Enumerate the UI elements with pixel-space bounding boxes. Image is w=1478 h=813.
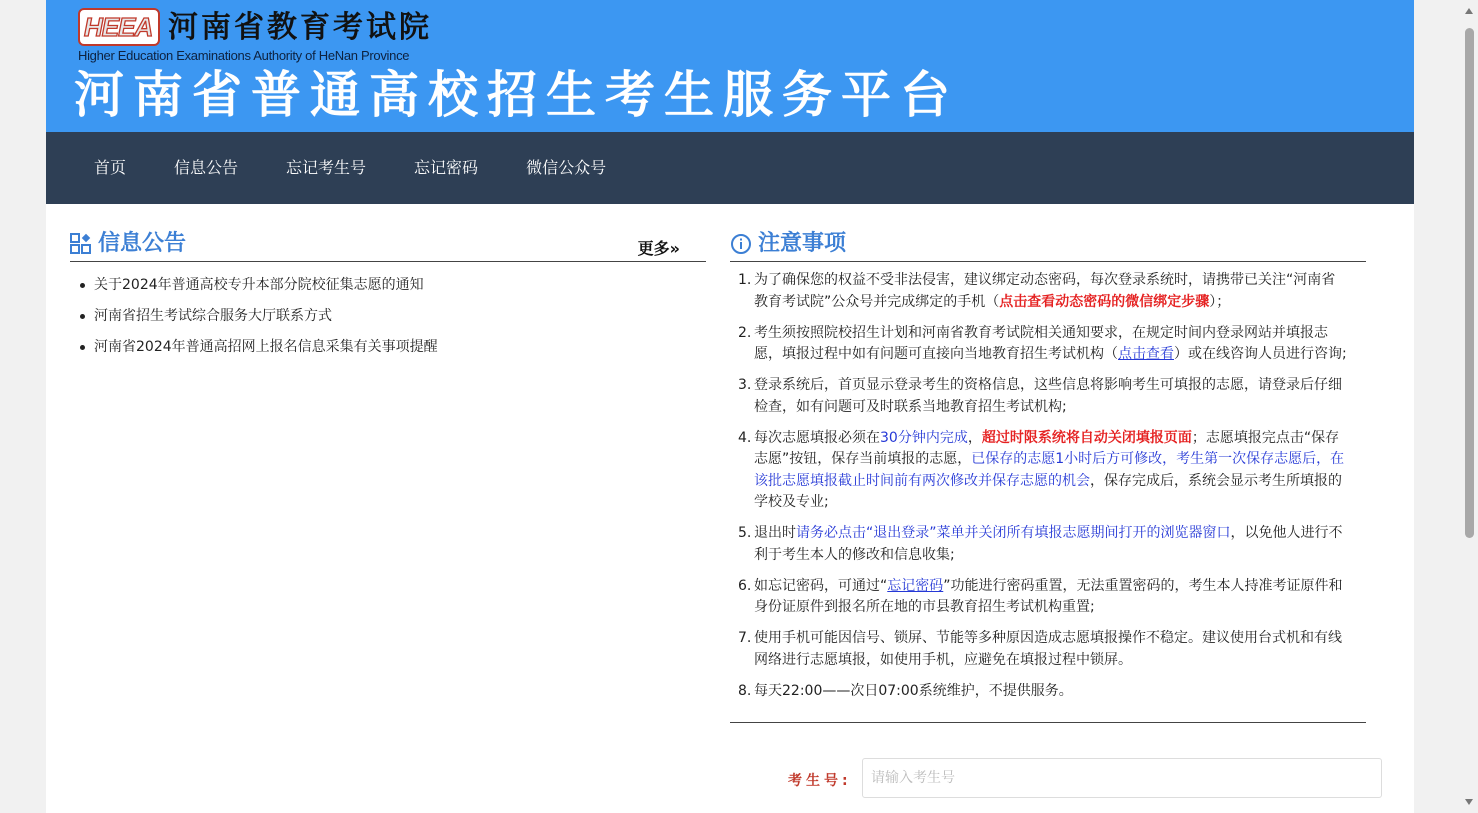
notice-header: [70, 228, 706, 262]
info-icon: [730, 233, 752, 255]
org-name-cn: 河南省教育考试院: [168, 10, 432, 45]
rule-text: ）；: [1209, 293, 1231, 310]
rule-warning: 超过时限系统将自动关闭填报页面: [981, 429, 1192, 446]
forgot-password-link[interactable]: 忘记密码: [887, 577, 944, 594]
rule-number: 6.: [738, 577, 752, 594]
scroll-thumb[interactable]: [1465, 28, 1474, 538]
main-nav: [46, 132, 1414, 204]
rule-text: 使用手机可能因信号、锁屏、节能等多种原因造成志愿填报操作不稳定。建议使用台式机和有线网络进行志愿填报，如使用手机，应避免在填报过程中锁屏。: [754, 630, 1342, 668]
wechat-binding-steps-link[interactable]: 点击查看动态密码的微信绑定步骤: [999, 293, 1210, 310]
rule-text: 登录系统后，首页显示登录考生的资格信息，这些信息将影响考生可填报的志愿，请登录后仔细检查，如有问题可及时联系当地教育招生考试机构;: [754, 377, 1342, 415]
nav-item-notices[interactable]: 信息公告: [174, 158, 239, 177]
rules-title-text: 注意事项: [758, 231, 847, 256]
grid-icon: [70, 233, 92, 255]
notice-panel: [70, 228, 706, 363]
scroll-down-arrow-icon[interactable]: [1465, 799, 1473, 805]
rule-text: 考生须按照院校招生计划和河南省教育考试院相关通知要求，在规定时间内登录网站并填报志愿，填报过程中如有问题可直接向当地教育招生考试机构（: [754, 324, 1328, 362]
rule-highlight: 请务必点击“退出登录”菜单并关闭所有填报志愿期间打开的浏览器窗口: [796, 525, 1231, 541]
rule-item: [730, 428, 1366, 514]
rule-item: [730, 576, 1366, 619]
rule-text: 为了确保您的权益不受非法侵害，建议绑定动态密码，每次登录系统时，请携带已关注“河南省教育考试院”公众号并完成绑定的手机（: [754, 272, 1336, 310]
rule-number: 8.: [738, 682, 752, 699]
rules-list: [730, 270, 1366, 723]
site-header: [46, 0, 1414, 132]
scroll-up-arrow-icon[interactable]: [1465, 8, 1473, 14]
rule-text: ”功能进行密码重置，无法重置密码的，考生本人持准考证原件和身份证原件到报名所在地的市县教育招生考试机构重置;: [754, 577, 1343, 615]
nav-item-home[interactable]: 首页: [94, 158, 127, 177]
rule-text: ，以免他人进行不利于考生本人的修改和信息收集;: [754, 525, 1343, 563]
login-row: [730, 758, 1382, 798]
rule-text: 每次志愿填报必须在: [754, 429, 880, 446]
rule-text: 如忘记密码，可通过“: [754, 577, 888, 594]
view-agencies-link[interactable]: 点击查看: [1118, 346, 1174, 362]
rule-text: ）或在线咨询人员进行咨询;: [1174, 346, 1347, 362]
rule-item: [730, 375, 1366, 418]
rule-item: [730, 323, 1366, 366]
heea-logo: [78, 8, 160, 46]
nav-item-forgot-password[interactable]: 忘记密码: [414, 158, 479, 177]
exam-number-label: 考生号:: [788, 773, 852, 789]
rule-number: 7.: [738, 630, 752, 646]
exam-number-input[interactable]: [862, 758, 1382, 798]
nav-item-forgot-exam-number[interactable]: 忘记考生号: [286, 158, 367, 177]
page: [46, 0, 1414, 813]
list-item[interactable]: 河南省招生考试综合服务大厅联系方式: [80, 301, 706, 332]
logo-text: HEEA: [84, 12, 153, 42]
list-item[interactable]: 河南省2024年普通高招网上报名信息采集有关事项提醒: [80, 332, 706, 363]
org-name-en: Higher Education Examinations Authority of HeNan Province: [78, 48, 410, 63]
rule-number: 5.: [738, 525, 752, 541]
more-link[interactable]: [638, 236, 680, 259]
rule-number: 1.: [738, 272, 752, 288]
rule-item: [730, 523, 1366, 566]
notice-title: [70, 228, 186, 260]
rule-item: [730, 681, 1366, 703]
double-chevron-right-icon: »: [669, 239, 680, 258]
list-item[interactable]: 关于2024年普通高校专升本部分院校征集志愿的通知: [80, 270, 706, 301]
rule-highlight: 30分钟内完成: [880, 429, 968, 446]
nav-item-wechat[interactable]: 微信公众号: [526, 158, 607, 177]
rules-title: [730, 228, 846, 260]
rule-item: [730, 270, 1366, 313]
page-scrollbar[interactable]: [1461, 0, 1478, 813]
rule-number: 3.: [738, 377, 752, 393]
platform-title: 河南省普通高校招生考生服务平台: [74, 66, 959, 124]
rule-text: ；志愿填报完点击“保存志愿”按钮，保存当前填报的志愿，: [754, 429, 1340, 467]
more-text: 更多: [637, 239, 670, 258]
rule-number: 4.: [738, 429, 752, 446]
rules-header: [730, 228, 1366, 262]
rules-panel: [730, 228, 1366, 723]
rule-text: 退出时: [754, 525, 796, 541]
rule-text: ，保存完成后，系统会显示考生所填报的学校及专业;: [754, 472, 1342, 510]
rule-text: 每天22:00——次日07:00系统维护，不提供服务。: [754, 682, 1073, 699]
notice-title-text: 信息公告: [98, 231, 187, 256]
notice-list: [70, 270, 706, 363]
rule-item: [730, 628, 1366, 671]
rule-highlight: 已保存的志愿1小时后方可修改，考生第一次保存志愿后，在该批志愿填报截止时间前有两次修改并保存志愿的机会: [754, 451, 1345, 489]
rule-number: 2.: [738, 324, 752, 341]
rule-text: ，: [967, 429, 982, 446]
